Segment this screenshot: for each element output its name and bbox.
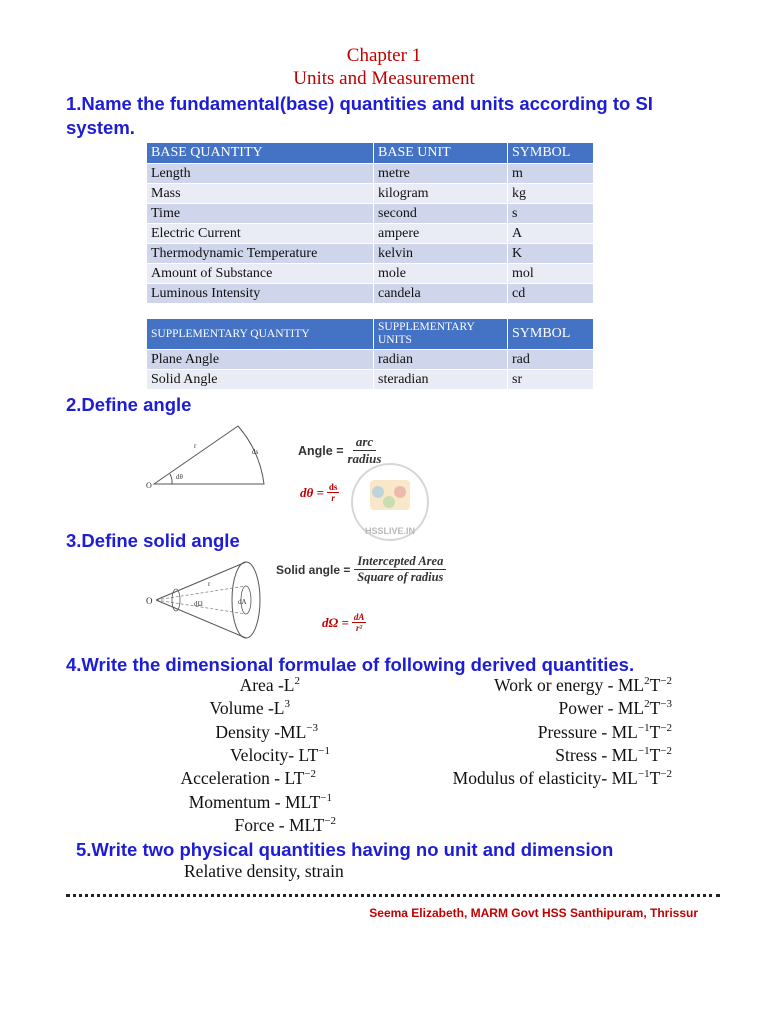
- angle-diagram: [146, 418, 296, 518]
- solid-formula-lhs: Solid angle =: [276, 562, 351, 577]
- table-cell: Solid Angle: [147, 370, 374, 390]
- table-cell: candela: [374, 284, 508, 304]
- supp-header-0: SUPPLEMENTARY QUANTITY: [147, 319, 374, 350]
- dtheta-formula-den: r: [331, 493, 335, 503]
- domega-formula-num: dA: [353, 612, 365, 622]
- dimension-exponent: −1: [637, 745, 650, 758]
- table-cell: Length: [147, 164, 374, 184]
- dimension-text: Volume -L: [209, 698, 285, 719]
- solid-formula-den: Square of radius: [357, 570, 444, 584]
- area-label: dA: [238, 598, 247, 606]
- table-row: [147, 264, 594, 284]
- dimension-exponent: 2: [644, 698, 650, 711]
- angle-formula-den: radius: [347, 451, 382, 466]
- dtheta-label: dθ: [176, 473, 183, 481]
- dimension-text: Acceleration - LT: [180, 768, 305, 789]
- table-cell: A: [508, 224, 594, 244]
- arc-label: ds: [252, 448, 259, 456]
- base-header-1: BASE UNIT: [374, 143, 508, 164]
- table-cell: Electric Current: [147, 224, 374, 244]
- dimension-formula-left-6: [235, 815, 336, 836]
- footer-author: Seema Elizabeth, MARM Govt HSS Santhipuram, Thrissur: [369, 906, 698, 920]
- dimension-exponent: −2: [304, 768, 316, 781]
- table-cell: second: [374, 204, 508, 224]
- table-row: [147, 244, 594, 264]
- dimension-formula-left-0: [240, 675, 300, 696]
- dotted-divider: [66, 894, 720, 897]
- dimension-exponent: −2: [324, 814, 336, 827]
- table-cell: Mass: [147, 184, 374, 204]
- question-3: 3.Define solid angle: [66, 530, 240, 551]
- dimension-time: T: [649, 698, 661, 719]
- dimension-time: T: [649, 768, 661, 789]
- domega-formula-den: r²: [356, 623, 363, 633]
- dimension-time: T: [649, 675, 661, 695]
- dimension-formula-right-1: [559, 698, 672, 719]
- dtheta-formula-lhs: dθ =: [300, 484, 324, 500]
- dimension-exponent: 3: [284, 698, 290, 711]
- table-row: [147, 350, 594, 370]
- radius-label: r: [208, 580, 211, 588]
- supplementary-quantities-table: [146, 318, 594, 390]
- supp-header-2: SYMBOL: [508, 319, 594, 350]
- dimension-exponent: 2: [294, 675, 300, 688]
- chapter-number: Chapter 1: [346, 45, 422, 66]
- table-row: [147, 204, 594, 224]
- question-1: 1.Name the fundamental(base) quantities and units according to SI system.: [66, 93, 653, 138]
- table-cell: Luminous Intensity: [147, 284, 374, 304]
- dimension-exponent: −1: [320, 791, 332, 804]
- question-5: 5.Write two physical quantities having no unit and dimension: [76, 839, 614, 860]
- dimension-exponent: −2: [660, 745, 672, 758]
- origin-label: O: [146, 596, 153, 606]
- dimension-exponent: −2: [660, 675, 672, 688]
- angle-formula-lhs: Angle =: [298, 443, 344, 458]
- dimension-formula-right-2: [538, 722, 672, 743]
- dimension-text: Density -ML: [215, 721, 307, 742]
- table-cell: mol: [508, 264, 594, 284]
- table-cell: K: [508, 244, 594, 264]
- dtheta-formula: [300, 482, 339, 503]
- solid-angle-formula: [276, 554, 446, 585]
- base-quantities-table: [146, 142, 594, 304]
- dimension-exponent: −1: [318, 745, 330, 758]
- dimension-formula-right-4: [453, 768, 672, 789]
- domega-label: dΩ: [194, 600, 203, 608]
- hsslive-watermark-logo: [342, 462, 440, 544]
- dimension-text: Area -L: [239, 675, 295, 695]
- origin-label: O: [146, 481, 152, 490]
- dimension-formula-left-1: [209, 698, 290, 719]
- table-row: [147, 284, 594, 304]
- table-row: [147, 224, 594, 244]
- dimension-text: Stress - ML: [555, 744, 638, 765]
- dimension-formula-left-3: [230, 745, 330, 766]
- table-cell: Amount of Substance: [147, 264, 374, 284]
- dimension-formula-right-0: [494, 675, 672, 696]
- dtheta-formula-num: ds: [328, 482, 338, 492]
- base-header-0: BASE QUANTITY: [147, 143, 374, 164]
- table-row: [147, 164, 594, 184]
- domega-formula: [322, 612, 366, 633]
- table-cell: ampere: [374, 224, 508, 244]
- table-cell: cd: [508, 284, 594, 304]
- dimension-text: Velocity- LT: [229, 744, 319, 765]
- solid-angle-diagram: [146, 556, 270, 640]
- table-cell: kilogram: [374, 184, 508, 204]
- dimension-text: Momentum - MLT: [188, 791, 321, 812]
- table-row: [147, 184, 594, 204]
- dimension-exponent: −3: [306, 721, 318, 734]
- dimension-formula-right-3: [555, 745, 672, 766]
- table-cell: rad: [508, 350, 594, 370]
- dimension-text: Force - MLT: [234, 814, 325, 835]
- supp-header-1: SUPPLEMENTARY UNITS: [374, 319, 508, 350]
- question-2: 2.Define angle: [66, 394, 192, 415]
- dimension-text: Modulus of elasticity- ML: [452, 768, 638, 789]
- table-cell: sr: [508, 370, 594, 390]
- table-cell: mole: [374, 264, 508, 284]
- dimension-formula-left-4: [181, 768, 316, 789]
- table-cell: radian: [374, 350, 508, 370]
- dimension-text: Pressure - ML: [537, 721, 638, 742]
- radius-label: r: [194, 442, 197, 450]
- question-5-answer: Relative density, strain: [184, 861, 344, 881]
- table-row: [147, 370, 594, 390]
- dimension-exponent: −1: [637, 721, 650, 734]
- table-cell: steradian: [374, 370, 508, 390]
- dimension-text: Work or energy - ML: [494, 675, 645, 695]
- table-cell: Plane Angle: [147, 350, 374, 370]
- dimension-formula-left-5: [189, 792, 332, 813]
- dimension-exponent: −3: [660, 698, 672, 711]
- dimension-time: T: [649, 744, 661, 765]
- dimension-exponent: −2: [660, 768, 672, 781]
- base-header-2: SYMBOL: [508, 143, 594, 164]
- solid-formula-num: Intercepted Area: [354, 554, 446, 570]
- table-cell: Thermodynamic Temperature: [147, 244, 374, 264]
- angle-formula-num: arc: [353, 434, 376, 451]
- table-cell: Time: [147, 204, 374, 224]
- question-4: 4.Write the dimensional formulae of following derived quantities.: [66, 654, 635, 675]
- table-cell: kg: [508, 184, 594, 204]
- chapter-title: Units and Measurement: [293, 68, 475, 89]
- dimension-exponent: −2: [660, 721, 672, 734]
- domega-formula-lhs: dΩ =: [322, 614, 349, 630]
- table-cell: metre: [374, 164, 508, 184]
- dimension-time: T: [649, 721, 661, 742]
- dimension-exponent: 2: [644, 675, 650, 688]
- table-cell: s: [508, 204, 594, 224]
- table-cell: m: [508, 164, 594, 184]
- table-cell: kelvin: [374, 244, 508, 264]
- dimension-text: Power - ML: [558, 698, 645, 719]
- dimension-formula-left-2: [215, 722, 318, 743]
- watermark-text: HSSLIVE.IN: [364, 526, 416, 536]
- dimension-exponent: −1: [637, 768, 650, 781]
